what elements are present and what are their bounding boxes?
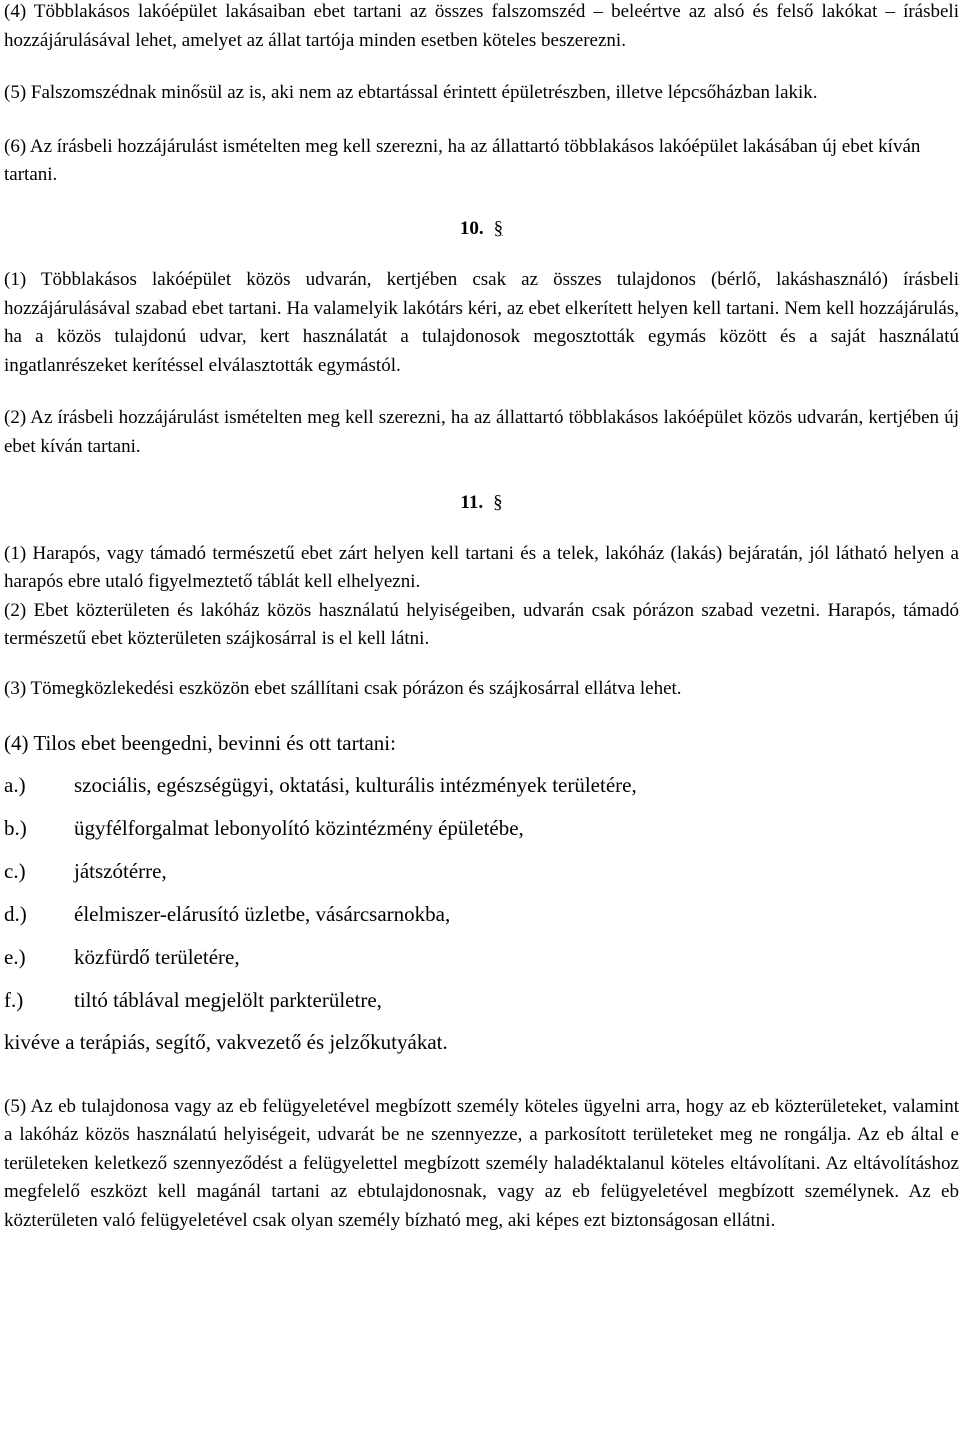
list-item-text: tiltó táblával megjelölt parkterületre, xyxy=(74,987,382,1012)
list-item-text: élelmiszer-elárusító üzletbe, vásárcsarnokba, xyxy=(74,901,451,926)
section-number: 11. xyxy=(460,491,484,513)
section-10-paragraph-2: (2) Az írásbeli hozzájárulást ismételten meg kell szerezni, ha az állattartó többlakásos lakóépület közös udvarán, kertjében új ebet kíván tartani. xyxy=(4,407,959,457)
list-item xyxy=(4,899,959,942)
list-item xyxy=(4,942,959,985)
section-11-paragraph-3: (3) Tömegközlekedési eszközön ebet szállítani csak pórázon és szájkosárral ellátva lehet. xyxy=(4,677,682,699)
section-11-heading xyxy=(4,489,959,517)
section-number: 10. xyxy=(459,217,484,239)
section-11-paragraph-5: (5) Az eb tulajdonosa vagy az eb felügyeletével megbízott személy köteles ügyelni arra, hogy az eb közterületeket, valamint a lakóház közös használatú helyiségeit, udvarát be ne szennyezze, a parkosított területeket meg ne rongálja. Az eb által e területeken keletkező szennyeződést a felügyelettel megbízott személy haladéktalanul köteles eltávolítani. Az eltávolításhoz megfelelő eszközt kell magánál tartani az ebtulajdonosnak, vagy az eb felügyeletével megbízott személynek. Az eb közterületen való felügyeletével csak olyan személy bízható meg, aki képes ezt biztonságosan ellátni. xyxy=(4,1095,959,1231)
list-item-label: b.) xyxy=(4,815,27,840)
paragraph-symbol: § xyxy=(493,217,504,239)
list-item-label: e.) xyxy=(4,944,26,969)
list-item-label: f.) xyxy=(4,987,24,1012)
list-item xyxy=(4,985,959,1028)
list-item-label: a.) xyxy=(4,772,26,797)
section-11-paragraph-1: (1) Harapós, vagy támadó természetű ebet zárt helyen kell tartani és a telek, lakóház (lakás) bejáratán, jól látható helyen a harapós ebre utaló figyelmeztető táblát kell elhelyezni. xyxy=(4,542,959,593)
list-item-text: játszótérre, xyxy=(74,858,167,883)
list-item xyxy=(4,856,959,899)
section-11-paragraph-2: (2) Ebet közterületen és lakóház közös használatú helyiségeiben, udvarán csak pórázon szabad vezetni. Harapós, támadó természetű ebet közterületen szájkosárral is el kell látni. xyxy=(4,599,959,650)
list-item-text: szociális, egészségügyi, oktatási, kulturális intézmények területére, xyxy=(74,772,637,797)
paragraph-6: (6) Az írásbeli hozzájárulást ismételten meg kell szerezni, ha az állattartó többlakásos lakóépület lakásában új ebet kíván tartani. xyxy=(4,135,921,186)
paragraph-symbol: § xyxy=(493,491,503,513)
section-10-paragraph-1: (1) Többlakásos lakóépület közös udvarán, kertjében csak az összes tulajdonos (bérlő, lakáshasználó) írásbeli hozzájárulásával szabad ebet tartani. Ha valamelyik lakótárs kéri, az ebet elkerített helyen kell tartani. Nem kell hozzájárulás, ha a közös tulajdonú udvar, kert használatát a tulajdonosok megosztották egymás között és a saját használatú ingatlanrészeket kerítéssel elválasztották egymástól. xyxy=(4,268,959,376)
prohibited-places-list xyxy=(4,770,959,1028)
section-11-paragraph-4-intro: (4) Tilos ebet beengedni, bevinni és ott tartani: xyxy=(4,730,396,755)
paragraph-5: (5) Falszomszédnak minősül az is, aki nem az ebtartással érintett épületrészben, illetve lépcsőházban lakik. xyxy=(4,82,818,104)
list-item-label: d.) xyxy=(4,901,27,926)
list-item-text: ügyfélforgalmat lebonyolító közintézmény épületébe, xyxy=(74,815,524,840)
list-item-label: c.) xyxy=(4,858,26,883)
document-page xyxy=(4,0,959,1235)
list-item xyxy=(4,770,959,813)
section-10-heading xyxy=(4,215,959,243)
paragraph-4: (4) Többlakásos lakóépület lakásaiban ebet tartani az összes falszomszéd – beleértve az alsó és felső lakókat – írásbeli hozzájárulásával lehet, amelyet az állat tartója minden esetben köteles beszerezni. xyxy=(4,1,959,51)
list-item xyxy=(4,813,959,856)
list-item-text: közfürdő területére, xyxy=(74,944,240,969)
section-11-paragraph-4-exception: kivéve a terápiás, segítő, vakvezető és jelzőkutyákat. xyxy=(4,1029,448,1054)
